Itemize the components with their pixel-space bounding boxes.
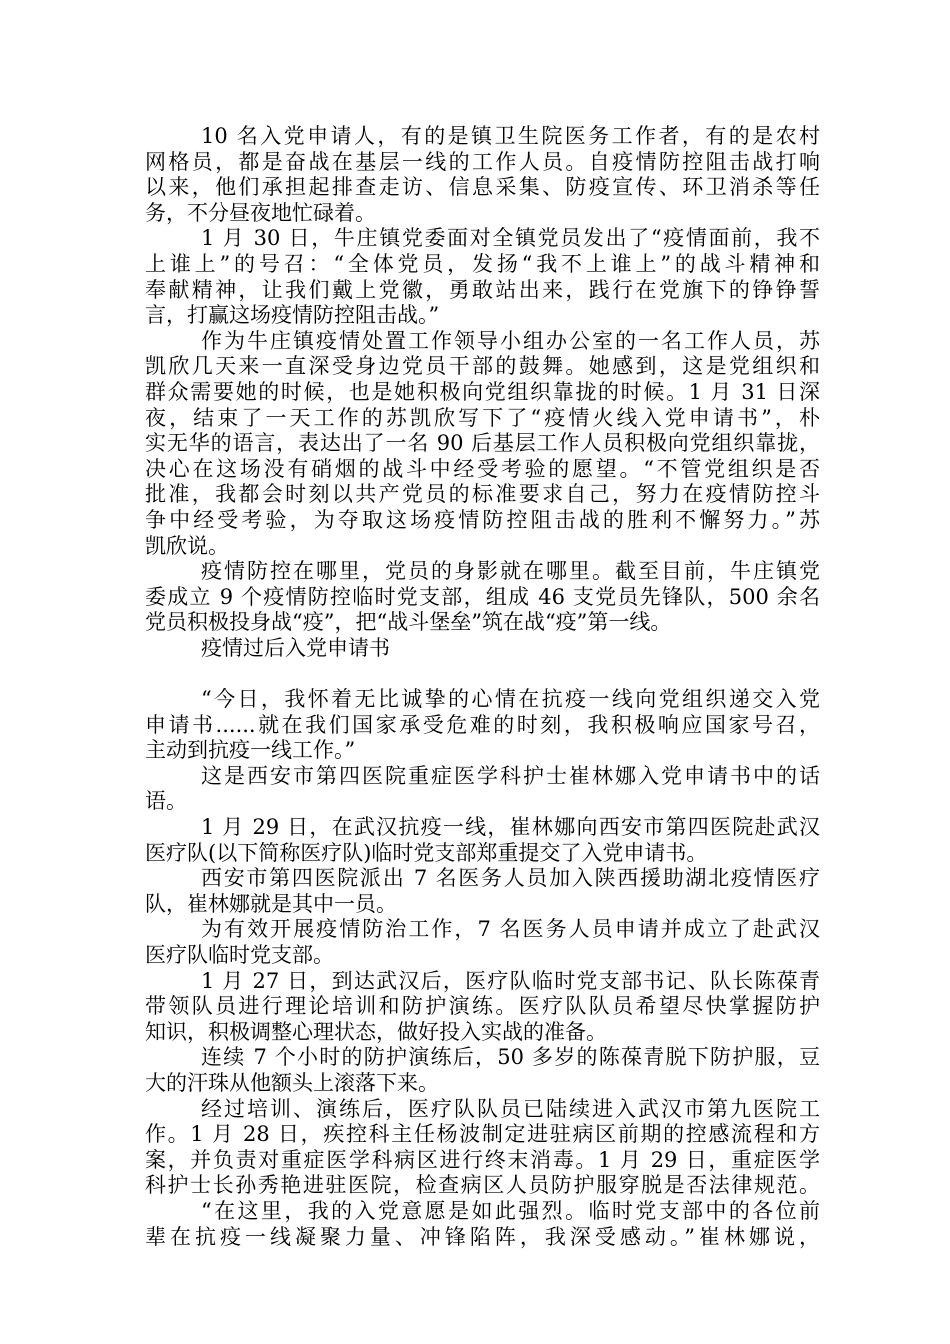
text-line: 网格员，都是奋战在基层一线的工作人员。自疫情防控阻击战打响 xyxy=(145,149,820,174)
text-line: 语。 xyxy=(145,789,187,814)
text-line: 凯欣说。 xyxy=(145,533,229,558)
text-line: 上谁上”的号召：“全体党员，发扬“我不上谁上”的战斗精神和 xyxy=(145,251,820,276)
article-body xyxy=(145,124,820,1250)
text-line: 以来，他们承担起排查走访、信息采集、防疫宣传、环卫消杀等任 xyxy=(145,175,820,200)
text-line: 科护士长孙秀艳进驻医院，检查病区人员防护服穿脱是否法律规范。 xyxy=(145,1173,820,1198)
text-line: 务，不分昼夜地忙碌着。 xyxy=(145,200,376,225)
text-line: 1 月 30 日，牛庄镇党委面对全镇党员发出了“疫情面前，我不 xyxy=(201,226,820,251)
text-line: 西安市第四医院派出 7 名医务人员加入陕西援助湖北疫情医疗 xyxy=(201,866,820,891)
text-line: 争中经受考验，为夺取这场疫情防控阻击战的胜利不懈努力。”苏 xyxy=(145,507,820,532)
text-line: 这是西安市第四医院重症医学科护士崔林娜入党申请书中的话 xyxy=(201,763,820,788)
text-line: 医疗队临时党支部。 xyxy=(145,943,334,967)
text-line: 申请书......就在我们国家承受危难的时刻，我积极响应国家号召， xyxy=(145,712,820,737)
text-line: 作为牛庄镇疫情处置工作领导小组办公室的一名工作人员，苏 xyxy=(201,328,820,353)
text-line: 辈在抗疫一线凝聚力量、冲锋陷阵，我深受感动。”崔林娜说， xyxy=(145,1224,820,1249)
text-line: 大的汗珠从他额头上滚落下来。 xyxy=(145,1070,439,1095)
text-line: 言，打赢这场疫情防控阻击战。” xyxy=(145,303,440,328)
text-line: 为有效开展疫情防治工作，7 名医务人员申请并成立了赴武汉 xyxy=(201,917,820,942)
text-line: 连续 7 个小时的防护演练后，50 多岁的陈葆青脱下防护服，豆 xyxy=(201,1045,820,1070)
text-line: 作。1 月 28 日，疾控科主任杨波制定进驻病区前期的控感流程和方 xyxy=(145,1122,820,1147)
text-line: 经过培训、演练后，医疗队队员已陆续进入武汉市第九医院工 xyxy=(201,1096,820,1121)
text-line: 委成立 9 个疫情防控临时党支部，组成 46 支党员先锋队，500 余名 xyxy=(145,584,820,609)
text-line: 主动到抗疫一线工作。” xyxy=(145,738,356,763)
text-line: “在这里，我的入党意愿是如此强烈。临时党支部中的各位前 xyxy=(201,1198,820,1223)
text-line: 10 名入党申请人，有的是镇卫生院医务工作者，有的是农村 xyxy=(201,124,820,148)
text-line: 凯欣几天来一直深受身边党员干部的鼓舞。她感到，这是党组织和 xyxy=(145,354,820,379)
text-line: 夜，结束了一天工作的苏凯欣写下了“疫情火线入党申请书”，朴 xyxy=(145,405,820,430)
text-line: 知识，积极调整心理状态，做好投入实战的准备。 xyxy=(145,1019,607,1044)
text-line: 带领队员进行理论培训和防护演练。医疗队队员希望尽快掌握防护 xyxy=(145,994,820,1019)
text-line: 案，并负责对重症医学科病区进行终末消毒。1 月 29 日，重症医学 xyxy=(145,1147,820,1172)
text-line: 决心在这场没有硝烟的战斗中经受考验的愿望。“不管党组织是否 xyxy=(145,456,820,481)
text-line: 疫情过后入党申请书 xyxy=(201,635,390,660)
text-line: 疫情防控在哪里，党员的身影就在哪里。截至目前，牛庄镇党 xyxy=(201,559,820,584)
text-line: 批准，我都会时刻以共产党员的标准要求自己，努力在疫情防控斗 xyxy=(145,482,820,507)
text-line: 实无华的语言，表达出了一名 90 后基层工作人员积极向党组织靠拢， xyxy=(145,431,820,456)
text-line: 党员积极投身战“疫”，把“战斗堡垒”筑在战“疫”第一线。 xyxy=(145,610,672,635)
blank-line xyxy=(145,661,820,687)
text-line: 医疗队(以下简称医疗队)临时党支部郑重提交了入党申请书。 xyxy=(145,840,708,865)
text-line: 群众需要她的时候，也是她积极向党组织靠拢的时候。1 月 31 日深 xyxy=(145,379,820,404)
text-line: 队，崔林娜就是其中一员。 xyxy=(145,891,397,916)
text-line: “今日，我怀着无比诚挚的心情在抗疫一线向党组织递交入党 xyxy=(201,687,820,712)
text-line: 1 月 29 日，在武汉抗疫一线，崔林娜向西安市第四医院赴武汉 xyxy=(201,815,820,840)
text-line: 1 月 27 日，到达武汉后，医疗队临时党支部书记、队长陈葆青 xyxy=(201,968,820,993)
text-line: 奉献精神，让我们戴上党徽，勇敢站出来，践行在党旗下的铮铮誓 xyxy=(145,277,820,302)
